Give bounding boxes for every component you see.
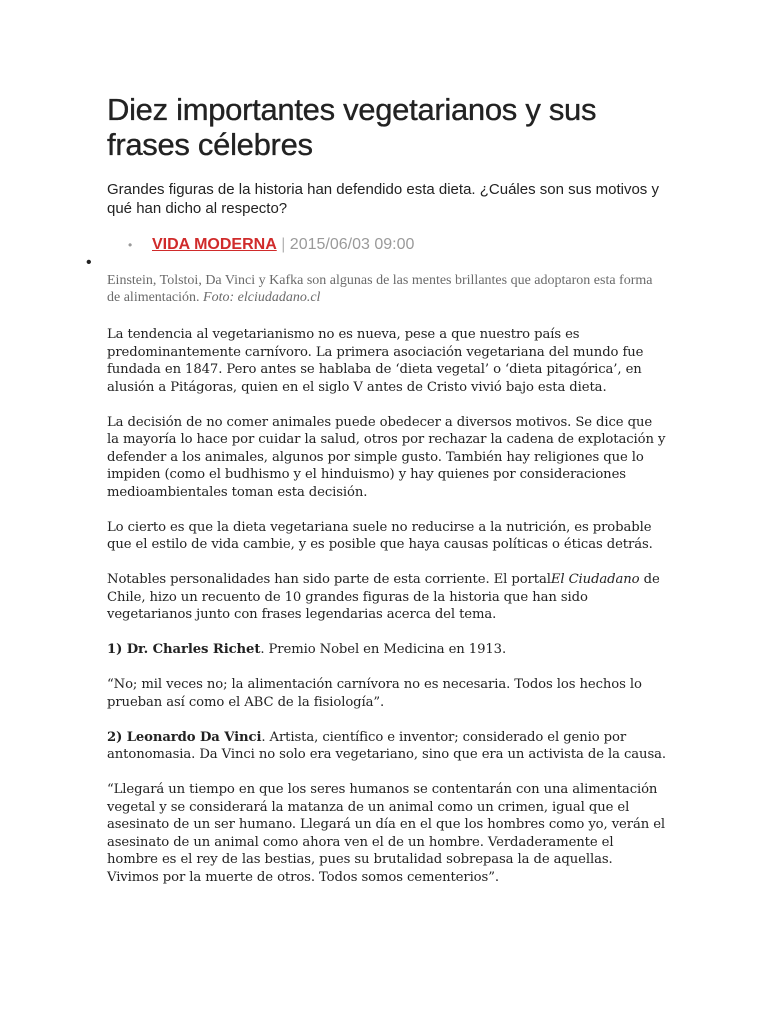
figure-1-name: 1) Dr. Charles Richet: [107, 642, 261, 657]
meta-separator: |: [276, 236, 290, 253]
portal-source-name: El Ciudadano: [550, 572, 640, 587]
figure-1-heading: [107, 641, 667, 659]
article-subtitle: Grandes figuras de la historia han defendido esta dieta. ¿Cuáles son sus motivos y qué han dicho al respecto?: [107, 181, 659, 217]
caption-credit: Foto: elciudadano.cl: [203, 290, 321, 305]
article-body: [107, 326, 667, 904]
article-title: Diez importantes vegetarianos y sus frases célebres: [107, 92, 597, 162]
figure-1-description: . Premio Nobel en Medicina en 1913.: [260, 642, 507, 657]
figure-2-description: . Artista, científico e inventor; considerado el genio por antonomasia. Da Vinci no solo era vegetariano, sino que era un activista de la causa.: [107, 729, 666, 762]
body-paragraph-portal: [107, 571, 667, 624]
article-meta: [152, 235, 414, 255]
empty-list-bullet: •: [86, 254, 92, 271]
figure-2-quote: “Llegará un tiempo en que los seres humanos se contentarán con una alimentación vegetal y se considerará la matanza de un animal como un crimen, igual que el asesinato de un ser humano. Llegará un día en el que los hombres como yo, verán el asesinato de un animal como ahora ven el de un hombre. Verdaderamente el hombre es el rey de las bestias, pues su brutalidad sobrepasa la de aquellas. Vivimos por la muerte de otros. Todos somos cementerios”.: [107, 782, 666, 885]
body-paragraph-3: Lo cierto es que la dieta vegetariana suele no reducirse a la nutrición, es probable que el estilo de vida cambie, y es posible que haya causas políticas o éticas detrás.: [107, 519, 653, 552]
figure-2-name: 2) Leonardo Da Vinci: [107, 729, 262, 745]
figure-1-quote: “No; mil veces no; la alimentación carnívora no es necesaria. Todos los hechos lo prueban así como el ABC de la fisiología”.: [107, 677, 642, 710]
portal-text-before: Notables personalidades han sido parte de esta corriente. El portal: [107, 572, 551, 587]
figure-2-heading: [107, 729, 667, 764]
meta-bullet: •: [128, 238, 133, 252]
publish-date: 2015/06/03 09:00: [289, 236, 415, 253]
section-link-vida-moderna[interactable]: VIDA MODERNA: [152, 236, 277, 253]
caption-text: Einstein, Tolstoi, Da Vinci y Kafka son algunas de las mentes brillantes que adoptaron esta forma de alimentación.: [107, 273, 653, 305]
body-paragraph-1: La tendencia al vegetarianismo no es nueva, pese a que nuestro país es predominantemente carnívoro. La primera asociación vegetariana del mundo fue fundada en 1847. Pero antes se hablaba de ‘dieta vegetal’ o ‘dieta pitagórica’, en alusión a Pitágoras, quien en el siglo V antes de Cristo vivió bajo esta dieta.: [107, 327, 644, 395]
photo-caption: [107, 272, 667, 306]
body-paragraph-2: La decisión de no comer animales puede obedecer a diversos motivos. Se dice que la mayoría lo hace por cuidar la salud, otros por rechazar la cadena de explotación y defender a los animales, algunos por simple gusto. También hay religiones que lo impiden (como el budhismo y el hinduismo) y hay quienes por consideraciones medioambientales toman esta decisión.: [107, 414, 666, 500]
portal-text-after: de Chile, hizo un recuento de 10 grandes figuras de la historia que han sido vegetarianos junto con frases legendarias acerca del tema.: [107, 572, 660, 622]
